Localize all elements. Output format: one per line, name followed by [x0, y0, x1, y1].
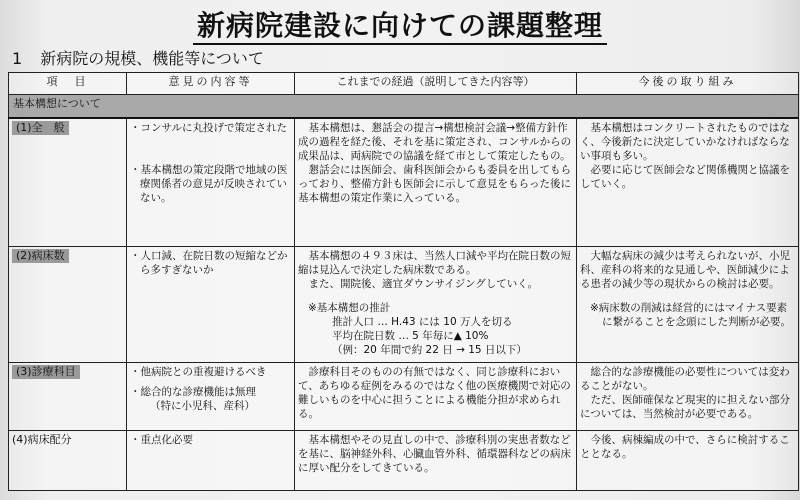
- row-future-cell: [577, 118, 799, 246]
- row-history-cell: [295, 362, 577, 430]
- row-item-cell: [9, 118, 127, 246]
- section-heading: [12, 46, 264, 69]
- band-label: 基本構想について: [9, 95, 799, 119]
- row-item-label: (3)診療科目: [12, 365, 80, 379]
- future-text: 今後、病棟編成の中で、さらに検討することとなる。: [580, 433, 790, 460]
- opinion-text: ・人口減、在院日数の短縮などから多すぎないか: [130, 249, 288, 276]
- history-text: 基本構想は、懇話会の提言→構想検討会議→整備方針作成の過程を経た後、それを基に策定され、コンサルからの成果品は、両病院での協議を経て市として策定したもの。: [298, 122, 572, 162]
- history-note-line: （例：20 年間で約 22 日 → 15 日以下）: [332, 343, 527, 356]
- issues-table: [8, 72, 799, 491]
- history-text: 基本構想の４９３床は、当然人口減や平均在院日数の短縮は見込んで決定した病床数である。: [298, 249, 571, 276]
- opinion-subtext: （特に小児科、産科）: [150, 399, 255, 412]
- column-header-history: これまでの経過（説明してきた内容等）: [295, 73, 577, 95]
- row-item-cell: [9, 246, 127, 362]
- row-history-cell: [295, 430, 577, 490]
- opinion-text: ・重点化必要: [130, 433, 193, 446]
- table-row: [9, 362, 799, 430]
- row-opinion-cell: [127, 430, 295, 490]
- table-row: [9, 118, 799, 246]
- table-header-row: [9, 73, 799, 95]
- section-number: 1: [12, 49, 23, 68]
- row-item-cell: [9, 430, 127, 490]
- column-header-opinion: 意見の内容等: [127, 73, 295, 95]
- row-opinion-cell: [127, 246, 295, 362]
- history-text: 懇話会には医師会、歯科医師会からも委員を出してもらっており、整備方針も医師会に示して意見をもらった後に基本構想の策定作業に入っている。: [298, 164, 571, 204]
- row-future-cell: [577, 362, 799, 430]
- future-text: 総合的な診療機能の必要性については変わることがない。: [580, 365, 790, 392]
- row-item-label: (2)病床数: [12, 249, 69, 263]
- future-text: ただ、医師確保など現実的に担えない部分については、当然検討が必要である。: [580, 393, 790, 420]
- document-title: 新病院建設に向けての課題整理: [0, 4, 800, 44]
- opinion-text: ・コンサルに丸投げで策定された: [130, 122, 287, 134]
- section-label: 新病院の規模、機能等について: [40, 49, 264, 68]
- history-note-line: 平均在院日数 … 5 年毎に▲ 10%: [332, 329, 489, 342]
- row-item-label: (4)病床配分: [12, 432, 72, 446]
- future-text: 基本構想はコンクリートされたものではなく、今後新たに決定していかなければならない事項も多い。: [580, 122, 790, 162]
- history-text: 診療科目そのものの有無ではなく、同じ診療科において、あちゆる症例をみるのではなく他の医療機関で対応の難しいものを中心に担うことによる機能分担が求められる。: [298, 365, 571, 420]
- future-text: 大幅な病床の減少は考えられないが、小児科、産科の将来的な見通しや、医師減少による患者の減少等の現状からの検討は必要。: [580, 249, 790, 290]
- row-opinion-cell: [127, 118, 295, 246]
- opinion-text: ・他病院との重複避けるべき: [130, 365, 267, 378]
- column-header-future: 今後の取り組み: [577, 73, 799, 95]
- opinion-text: ・基本構想の策定段階で地域の医療関係者の意見が反映されていない。: [130, 164, 288, 204]
- history-text: 基本構想やその見直しの中で、診療科別の実患者数などを基に、脳神経外科、心臓血管外科、循環器科などの病床に厚い配分をしてきている。: [298, 433, 571, 474]
- row-future-cell: [577, 246, 799, 362]
- future-text: 必要に応じて医師会など関係機関と協議をしていく。: [580, 164, 790, 190]
- row-history-cell: [295, 246, 577, 362]
- opinion-text: ・総合的な診療機能は無理: [130, 385, 256, 398]
- table-row: [9, 430, 799, 490]
- future-note: ※病床数の削減は経営的にはマイナス要素に繋がることを念頭にした判断が必要。: [590, 301, 791, 328]
- history-text: また、開院後、適宜ダウンサイジングしていく。: [308, 277, 539, 290]
- column-header-item: 項 目: [9, 73, 127, 95]
- band-row: [9, 95, 799, 119]
- history-note-line: 推計人口 … H.43 には 10 万人を切る: [332, 315, 513, 328]
- row-item-label: (1)全 般: [12, 121, 69, 135]
- row-opinion-cell: [127, 362, 295, 430]
- table-row: [9, 246, 799, 362]
- history-note-head: ※基本構想の推計: [308, 301, 391, 314]
- row-history-cell: [295, 118, 577, 246]
- row-future-cell: [577, 430, 799, 490]
- row-item-cell: [9, 362, 127, 430]
